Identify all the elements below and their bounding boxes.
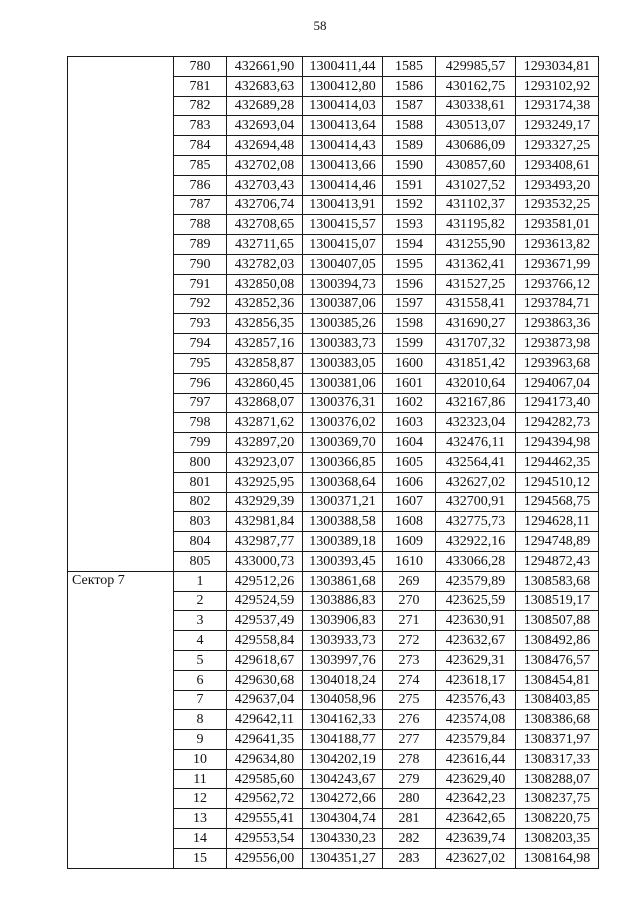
coordinate-cell: 432010,64: [436, 373, 516, 393]
point-number-cell: 1598: [383, 314, 436, 334]
coordinate-cell: 1300368,64: [303, 472, 383, 492]
coordinate-cell: 1308507,88: [516, 611, 599, 631]
coordinate-cell: 432711,65: [227, 235, 303, 255]
point-number-cell: 799: [174, 433, 227, 453]
point-number-cell: 9: [174, 730, 227, 750]
coordinate-cell: 432689,28: [227, 96, 303, 116]
point-number-cell: 1595: [383, 254, 436, 274]
coordinate-cell: 432858,87: [227, 353, 303, 373]
coordinate-cell: 1300376,02: [303, 413, 383, 433]
coordinate-cell: 423625,59: [436, 591, 516, 611]
sector-label: [68, 57, 174, 572]
coordinate-cell: 1293863,36: [516, 314, 599, 334]
coordinate-cell: 1300415,07: [303, 235, 383, 255]
point-number-cell: 781: [174, 76, 227, 96]
coordinate-cell: 432981,84: [227, 512, 303, 532]
point-number-cell: 1601: [383, 373, 436, 393]
coordinate-cell: 1293873,98: [516, 334, 599, 354]
coordinate-cell: 432703,43: [227, 175, 303, 195]
point-number-cell: 800: [174, 452, 227, 472]
coordinate-cell: 1300383,05: [303, 353, 383, 373]
point-number-cell: 805: [174, 551, 227, 571]
point-number-cell: 12: [174, 789, 227, 809]
coordinate-cell: 423629,40: [436, 769, 516, 789]
coordinate-cell: 431102,37: [436, 195, 516, 215]
coordinate-cell: 1308203,35: [516, 829, 599, 849]
point-number-cell: 15: [174, 848, 227, 868]
coordinate-cell: 432925,95: [227, 472, 303, 492]
point-number-cell: 280: [383, 789, 436, 809]
sector-label: Сектор 7: [68, 571, 174, 868]
coordinate-cell: 432897,20: [227, 433, 303, 453]
coordinate-cell: 432683,63: [227, 76, 303, 96]
coordinate-cell: 423627,02: [436, 848, 516, 868]
coordinate-cell: 1300413,64: [303, 116, 383, 136]
coordinate-cell: 432923,07: [227, 452, 303, 472]
point-number-cell: 1592: [383, 195, 436, 215]
coordinate-cell: 1308288,07: [516, 769, 599, 789]
coordinate-cell: 430857,60: [436, 155, 516, 175]
coordinate-cell: 423574,08: [436, 710, 516, 730]
coordinate-cell: 1300393,45: [303, 551, 383, 571]
coordinate-cell: 430513,07: [436, 116, 516, 136]
coordinate-cell: 432860,45: [227, 373, 303, 393]
point-number-cell: 1606: [383, 472, 436, 492]
table-row: [68, 57, 599, 77]
coordinate-cell: 1300388,58: [303, 512, 383, 532]
point-number-cell: 1597: [383, 294, 436, 314]
point-number-cell: 1599: [383, 334, 436, 354]
coordinate-cell: 432775,73: [436, 512, 516, 532]
coordinate-cell: 432922,16: [436, 532, 516, 552]
coordinate-cell: 423642,23: [436, 789, 516, 809]
coordinate-cell: 1293034,81: [516, 57, 599, 77]
point-number-cell: 281: [383, 809, 436, 829]
point-number-cell: 1607: [383, 492, 436, 512]
coordinate-cell: 429537,49: [227, 611, 303, 631]
coordinate-cell: 429618,67: [227, 650, 303, 670]
point-number-cell: 803: [174, 512, 227, 532]
coordinate-cell: 1293493,20: [516, 175, 599, 195]
coordinate-cell: 1300394,73: [303, 274, 383, 294]
coordinate-cell: 432852,36: [227, 294, 303, 314]
coordinate-cell: 432856,35: [227, 314, 303, 334]
coordinate-cell: 429556,00: [227, 848, 303, 868]
coordinate-cell: 1293613,82: [516, 235, 599, 255]
coordinate-cell: 431707,32: [436, 334, 516, 354]
coordinate-cell: 431362,41: [436, 254, 516, 274]
coordinate-cell: 1300415,57: [303, 215, 383, 235]
coordinate-cell: 429637,04: [227, 690, 303, 710]
coordinate-cell: 1294173,40: [516, 393, 599, 413]
coordinate-cell: 423616,44: [436, 749, 516, 769]
coordinate-cell: 1294872,43: [516, 551, 599, 571]
coordinate-cell: 1300407,05: [303, 254, 383, 274]
coordinate-cell: 429634,80: [227, 749, 303, 769]
point-number-cell: 10: [174, 749, 227, 769]
point-number-cell: 780: [174, 57, 227, 77]
coordinate-cell: 1293671,99: [516, 254, 599, 274]
coordinate-cell: 1308403,85: [516, 690, 599, 710]
point-number-cell: 784: [174, 136, 227, 156]
point-number-cell: 804: [174, 532, 227, 552]
coordinate-cell: 430162,75: [436, 76, 516, 96]
coordinate-cell: 429585,60: [227, 769, 303, 789]
coordinate-cell: 431027,52: [436, 175, 516, 195]
coordinate-cell: 432987,77: [227, 532, 303, 552]
point-number-cell: 1589: [383, 136, 436, 156]
coordinate-cell: 423632,67: [436, 631, 516, 651]
point-number-cell: 1608: [383, 512, 436, 532]
point-number-cell: 275: [383, 690, 436, 710]
coordinate-cell: 432850,08: [227, 274, 303, 294]
coordinate-cell: 432564,41: [436, 452, 516, 472]
coordinate-cell: 432167,86: [436, 393, 516, 413]
point-number-cell: 783: [174, 116, 227, 136]
point-number-cell: 1602: [383, 393, 436, 413]
point-number-cell: 5: [174, 650, 227, 670]
coordinate-cell: 429524,59: [227, 591, 303, 611]
point-number-cell: 273: [383, 650, 436, 670]
coordinate-cell: 1300389,18: [303, 532, 383, 552]
coordinate-cell: 433000,73: [227, 551, 303, 571]
coordinate-cell: 1303997,76: [303, 650, 383, 670]
point-number-cell: 1591: [383, 175, 436, 195]
coordinate-cell: 1308164,98: [516, 848, 599, 868]
point-number-cell: 798: [174, 413, 227, 433]
point-number-cell: 2: [174, 591, 227, 611]
coordinate-cell: 1300387,06: [303, 294, 383, 314]
point-number-cell: 1610: [383, 551, 436, 571]
coordinate-cell: 432627,02: [436, 472, 516, 492]
point-number-cell: 785: [174, 155, 227, 175]
point-number-cell: 791: [174, 274, 227, 294]
coordinate-cell: 429642,11: [227, 710, 303, 730]
coordinate-cell: 1304162,33: [303, 710, 383, 730]
coordinate-cell: 1300411,44: [303, 57, 383, 77]
coordinate-cell: 1294628,11: [516, 512, 599, 532]
coordinate-cell: 1300371,21: [303, 492, 383, 512]
coordinate-cell: 1300412,80: [303, 76, 383, 96]
point-number-cell: 13: [174, 809, 227, 829]
table-row: [68, 571, 599, 591]
coordinate-cell: 423576,43: [436, 690, 516, 710]
coordinate-cell: 1294394,98: [516, 433, 599, 453]
coordinate-cell: 1293532,25: [516, 195, 599, 215]
coordinate-cell: 431851,42: [436, 353, 516, 373]
coordinate-cell: 423629,31: [436, 650, 516, 670]
coordinate-cell: 423618,17: [436, 670, 516, 690]
coordinate-cell: 432871,62: [227, 413, 303, 433]
coordinate-cell: 1293581,01: [516, 215, 599, 235]
point-number-cell: 1596: [383, 274, 436, 294]
point-number-cell: 1590: [383, 155, 436, 175]
coordinate-cell: 423579,84: [436, 730, 516, 750]
coordinate-cell: 429641,35: [227, 730, 303, 750]
point-number-cell: 1609: [383, 532, 436, 552]
coordinate-cell: 432706,74: [227, 195, 303, 215]
coordinate-cell: 1308492,86: [516, 631, 599, 651]
coordinates-table-body: [68, 57, 599, 869]
point-number-cell: 1587: [383, 96, 436, 116]
coordinate-cell: 430338,61: [436, 96, 516, 116]
coordinate-cell: 429562,72: [227, 789, 303, 809]
coordinate-cell: 1308237,75: [516, 789, 599, 809]
coordinate-cell: 433066,28: [436, 551, 516, 571]
point-number-cell: 270: [383, 591, 436, 611]
coordinate-cell: 423642,65: [436, 809, 516, 829]
coordinate-cell: 1294067,04: [516, 373, 599, 393]
coordinate-cell: 1293249,17: [516, 116, 599, 136]
point-number-cell: 797: [174, 393, 227, 413]
page-number: 58: [313, 18, 327, 33]
coordinate-cell: 1300414,46: [303, 175, 383, 195]
coordinate-cell: 429512,26: [227, 571, 303, 591]
coordinate-cell: 1304351,27: [303, 848, 383, 868]
point-number-cell: 1588: [383, 116, 436, 136]
point-number-cell: 3: [174, 611, 227, 631]
point-number-cell: 1605: [383, 452, 436, 472]
point-number-cell: 793: [174, 314, 227, 334]
point-number-cell: 796: [174, 373, 227, 393]
coordinate-cell: 1303886,83: [303, 591, 383, 611]
coordinate-cell: 429630,68: [227, 670, 303, 690]
coordinate-cell: 432661,90: [227, 57, 303, 77]
coordinate-cell: 1304272,66: [303, 789, 383, 809]
point-number-cell: 782: [174, 96, 227, 116]
point-number-cell: 272: [383, 631, 436, 651]
coordinate-cell: 1303933,73: [303, 631, 383, 651]
coordinates-table: [67, 56, 599, 869]
point-number-cell: 269: [383, 571, 436, 591]
coordinate-cell: 431527,25: [436, 274, 516, 294]
point-number-cell: 790: [174, 254, 227, 274]
coordinate-cell: 1308386,68: [516, 710, 599, 730]
coordinate-cell: 432700,91: [436, 492, 516, 512]
point-number-cell: 4: [174, 631, 227, 651]
point-number-cell: 795: [174, 353, 227, 373]
coordinate-cell: 432708,65: [227, 215, 303, 235]
coordinate-cell: 1308317,33: [516, 749, 599, 769]
coordinate-cell: 1300366,85: [303, 452, 383, 472]
coordinate-cell: 431558,41: [436, 294, 516, 314]
coordinate-cell: 1304018,24: [303, 670, 383, 690]
coordinate-cell: 432693,04: [227, 116, 303, 136]
point-number-cell: 1593: [383, 215, 436, 235]
coordinate-cell: 1308519,17: [516, 591, 599, 611]
coordinate-cell: 429985,57: [436, 57, 516, 77]
coordinate-cell: 1293784,71: [516, 294, 599, 314]
coordinate-cell: 432857,16: [227, 334, 303, 354]
coordinate-cell: 1304188,77: [303, 730, 383, 750]
point-number-cell: 802: [174, 492, 227, 512]
point-number-cell: 8: [174, 710, 227, 730]
point-number-cell: 1586: [383, 76, 436, 96]
coordinate-cell: 1303861,68: [303, 571, 383, 591]
point-number-cell: 786: [174, 175, 227, 195]
coordinate-cell: 432694,48: [227, 136, 303, 156]
coordinate-cell: 423630,91: [436, 611, 516, 631]
coordinate-cell: 1294282,73: [516, 413, 599, 433]
coordinate-cell: 1300413,91: [303, 195, 383, 215]
point-number-cell: 271: [383, 611, 436, 631]
point-number-cell: 278: [383, 749, 436, 769]
point-number-cell: 283: [383, 848, 436, 868]
coordinate-cell: 432476,11: [436, 433, 516, 453]
coordinate-cell: 1294748,89: [516, 532, 599, 552]
coordinate-cell: 423579,89: [436, 571, 516, 591]
coordinate-cell: 1304202,19: [303, 749, 383, 769]
coordinate-cell: 1293174,38: [516, 96, 599, 116]
point-number-cell: 792: [174, 294, 227, 314]
coordinate-cell: 431195,82: [436, 215, 516, 235]
coordinate-cell: 431690,27: [436, 314, 516, 334]
point-number-cell: 11: [174, 769, 227, 789]
coordinate-cell: 1304304,74: [303, 809, 383, 829]
point-number-cell: 14: [174, 829, 227, 849]
coordinate-cell: 432702,08: [227, 155, 303, 175]
coordinate-cell: 1293102,92: [516, 76, 599, 96]
coordinate-cell: 1304330,23: [303, 829, 383, 849]
coordinate-cell: 1293408,61: [516, 155, 599, 175]
point-number-cell: 279: [383, 769, 436, 789]
point-number-cell: 1603: [383, 413, 436, 433]
point-number-cell: 794: [174, 334, 227, 354]
coordinate-cell: 432929,39: [227, 492, 303, 512]
coordinate-cell: 1308371,97: [516, 730, 599, 750]
coordinate-cell: 429558,84: [227, 631, 303, 651]
point-number-cell: 1: [174, 571, 227, 591]
coordinate-cell: 1293327,25: [516, 136, 599, 156]
coordinate-cell: 432323,04: [436, 413, 516, 433]
point-number-cell: 6: [174, 670, 227, 690]
coordinate-cell: 1300414,03: [303, 96, 383, 116]
coordinate-cell: 1294568,75: [516, 492, 599, 512]
coordinate-cell: 429553,54: [227, 829, 303, 849]
coordinate-cell: 1308220,75: [516, 809, 599, 829]
point-number-cell: 1594: [383, 235, 436, 255]
coordinate-cell: 432782,03: [227, 254, 303, 274]
coordinate-cell: 1294510,12: [516, 472, 599, 492]
coordinate-cell: 1294462,35: [516, 452, 599, 472]
point-number-cell: 274: [383, 670, 436, 690]
coordinate-cell: 430686,09: [436, 136, 516, 156]
point-number-cell: 801: [174, 472, 227, 492]
coordinate-cell: 1304243,67: [303, 769, 383, 789]
coordinate-cell: 1308476,57: [516, 650, 599, 670]
coordinate-cell: 1308454,81: [516, 670, 599, 690]
point-number-cell: 1604: [383, 433, 436, 453]
coordinate-cell: 1304058,96: [303, 690, 383, 710]
coordinate-cell: 1303906,83: [303, 611, 383, 631]
coordinate-cell: 423639,74: [436, 829, 516, 849]
coordinate-cell: 1300385,26: [303, 314, 383, 334]
coordinate-cell: 1293963,68: [516, 353, 599, 373]
coordinate-cell: 1300414,43: [303, 136, 383, 156]
coordinate-cell: 1293766,12: [516, 274, 599, 294]
point-number-cell: 276: [383, 710, 436, 730]
coordinate-cell: 1300381,06: [303, 373, 383, 393]
coordinate-cell: 1300369,70: [303, 433, 383, 453]
point-number-cell: 1585: [383, 57, 436, 77]
point-number-cell: 7: [174, 690, 227, 710]
coordinate-cell: 1300413,66: [303, 155, 383, 175]
coordinate-cell: 432868,07: [227, 393, 303, 413]
coordinate-cell: 431255,90: [436, 235, 516, 255]
point-number-cell: 788: [174, 215, 227, 235]
coordinate-cell: 1300383,73: [303, 334, 383, 354]
coordinate-cell: 1300376,31: [303, 393, 383, 413]
point-number-cell: 282: [383, 829, 436, 849]
point-number-cell: 789: [174, 235, 227, 255]
point-number-cell: 787: [174, 195, 227, 215]
point-number-cell: 1600: [383, 353, 436, 373]
coordinate-cell: 1308583,68: [516, 571, 599, 591]
coordinate-cell: 429555,41: [227, 809, 303, 829]
point-number-cell: 277: [383, 730, 436, 750]
